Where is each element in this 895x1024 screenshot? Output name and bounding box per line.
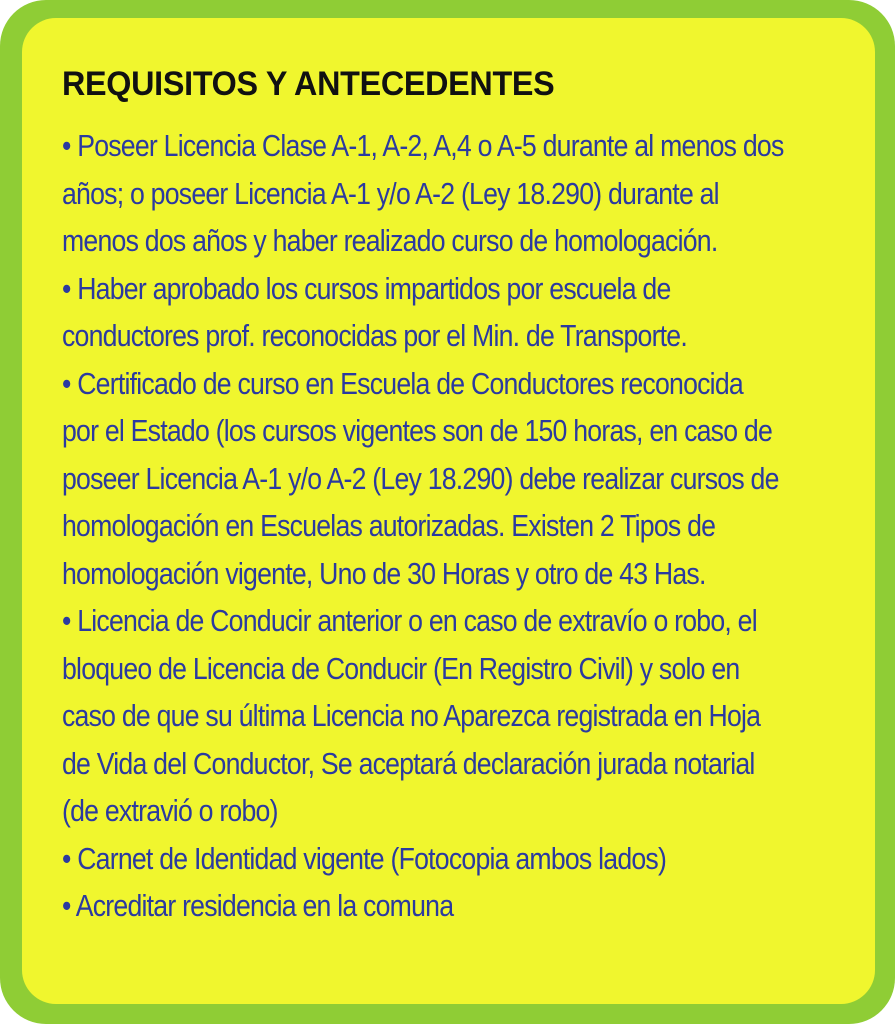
requirement-item-id-card (62, 835, 836, 883)
requirement-line: de Vida del Conductor, Se aceptará declaración jurada notarial (62, 745, 755, 781)
requirements-panel (22, 18, 875, 1004)
requirement-item-license (62, 122, 836, 265)
requirement-line: conductores prof. reconocidas por el Min. de Transporte. (62, 318, 688, 353)
requirement-item-previous-license (62, 597, 836, 835)
requirement-line: • Haber aprobado los cursos impartidos por escuela de (62, 270, 671, 306)
requirement-line: • Poseer Licencia Clase A-1, A-2, A,4 o A-5 durante al menos dos (62, 128, 784, 163)
requirement-line: menos dos años y haber realizado curso de homologación. (62, 223, 718, 258)
requirement-line: homologación vigente, Uno de 30 Horas y otro de 43 Has. (62, 555, 706, 591)
requirement-line: poseer Licencia A-1 y/o A-2 (Ley 18.290) debe realizar cursos de (62, 460, 779, 496)
requirement-line: • Certificado de curso en Escuela de Conductores reconocida (62, 365, 743, 401)
requirement-line: homologación en Escuelas autorizadas. Existen 2 Tipos de (62, 508, 716, 543)
requirement-line: • Licencia de Conducir anterior o en caso de extravío o robo, el (62, 603, 757, 638)
requirement-item-courses (62, 265, 836, 360)
requirement-item-residence (62, 882, 836, 930)
requirement-line: años; o poseer Licencia A-1 y/o A-2 (Ley 18.290) durante al (62, 175, 719, 211)
requirement-line: • Carnet de Identidad vigente (Fotocopia ambos lados) (62, 840, 667, 876)
requirement-line: por el Estado (los cursos vigentes son de 150 horas, en caso de (62, 413, 773, 448)
requirement-line: • Acreditar residencia en la comuna (62, 888, 454, 923)
requirement-line: (de extravió o robo) (62, 793, 278, 828)
requirement-line: bloqueo de Licencia de Conducir (En Registro Civil) y solo en (62, 650, 740, 686)
panel-title: REQUISITOS Y ANTECEDENTES (62, 65, 555, 103)
requirement-item-certificate (62, 360, 836, 598)
requirements-list (62, 122, 836, 930)
requirement-line: caso de que su última Licencia no Aparezca registrada en Hoja (62, 698, 761, 733)
